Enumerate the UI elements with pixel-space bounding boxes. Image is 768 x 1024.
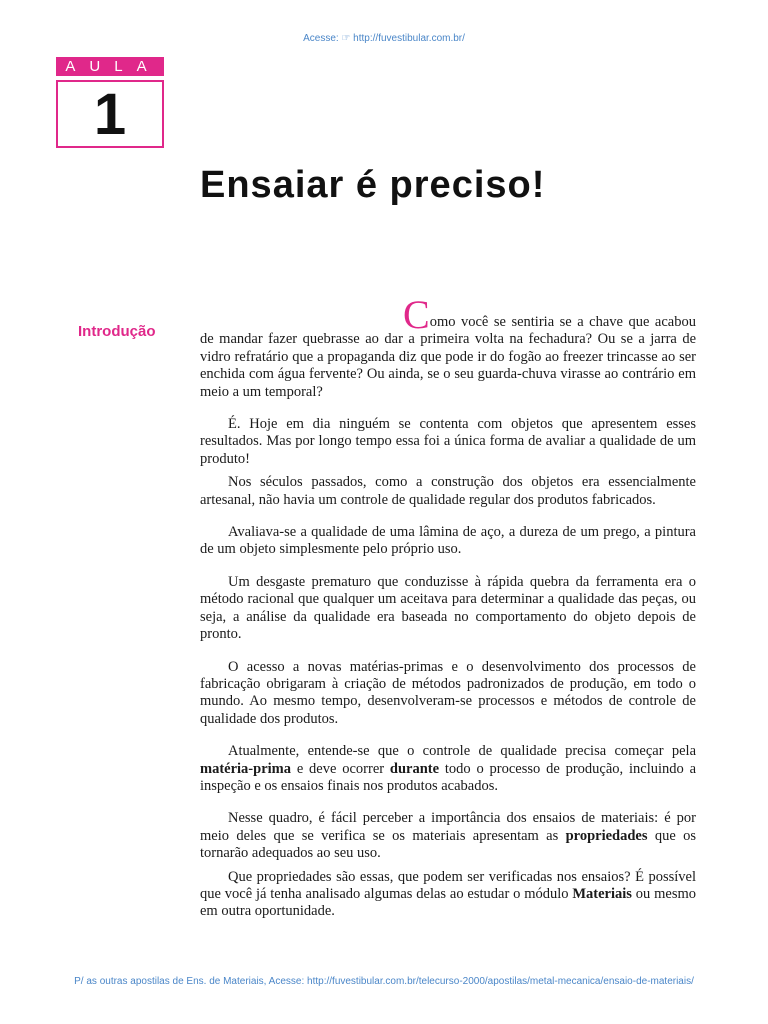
paragraph-7-text-c: e deve ocorrer (291, 760, 390, 777)
paragraph-7-text-a: Atualmente, entende-se que o controle de qualidade precisa começar pela (228, 743, 696, 760)
paragraph-9-text-a: Que propriedades são essas, que podem ser verificadas nos ensaios? É possível que você já tenha analisado algumas delas ao estudar o módulo (200, 868, 696, 902)
paragraph-8-text-a: Nesse quadro, é fácil perceber a importância dos ensaios de materiais: é por meio deles que se verifica se os materiais apresentam as (200, 810, 696, 844)
page-title: Ensaiar é preciso! (200, 164, 546, 206)
header-link[interactable]: Acesse: ☞ http://fuvestibular.com.br/ (303, 33, 465, 44)
lesson-label: AULA (56, 57, 164, 76)
paragraph-8 (200, 810, 696, 862)
paragraph-2: É. Hoje em dia ninguém se contenta com objetos que apresentem esses resultados. Mas por longo tempo essa foi a única forma de avaliar a qualidade de um produto! (200, 416, 696, 467)
drop-cap: C (403, 292, 430, 337)
paragraph-8-text-c: que os tornarão adequados ao seu uso. (200, 827, 696, 862)
paragraph-4: Avaliava-se a qualidade de uma lâmina de aço, a dureza de um prego, a pintura de um objeto simplesmente pelo próprio uso. (200, 524, 696, 558)
paragraph-5: Um desgaste prematuro que conduzisse à rápida quebra da ferramenta era o método racional que qualquer um aceitava para determinar a qualidade das peças, ou seja, a análise da qualidade era baseada no comportamento do objeto depois de pronto. (200, 573, 696, 643)
body-text (200, 292, 696, 936)
paragraph-9 (200, 869, 696, 921)
bold-term-materia-prima: matéria-prima (200, 760, 291, 777)
paragraph-1-text: omo você se sentiria se a chave que acabou de mandar fazer quebrasse ao dar a primeira volta na fechadura? Ou se a jarra de vidro refratário que a propaganda diz que pode ir do fogão ao freezer trincasse ao ser enchida com água fervente? Ou ainda, se o seu guarda-chuva virasse ao contrário em meio a um temporal? (200, 314, 696, 400)
bold-term-materiais: Materiais (572, 885, 632, 902)
paragraph-7 (200, 743, 696, 795)
bold-term-durante: durante (389, 760, 440, 777)
paragraph-6: O acesso a novas matérias-primas e o desenvolvimento dos processos de fabricação obrigaram à criação de métodos padronizados de produção, em todo o mundo. Ao mesmo tempo, desenvolveram-se processos e métodos de controle de qualidade dos produtos. (200, 658, 696, 727)
paragraph-3: Nos séculos passados, como a construção dos objetos era essencialmente artesanal, não havia um controle de qualidade regular dos produtos fabricados. (200, 474, 696, 508)
section-label: Introdução (78, 323, 156, 340)
footer-link[interactable]: P/ as outras apostilas de Ens. de Materiais, Acesse: http://fuvestibular.com.br/telecurso-2000/apostilas/metal-mecanica/ensaio-de-materiais/ (74, 976, 694, 987)
paragraph-7-text-e: todo o processo de produção, incluindo a inspeção e os ensaios finais nos produtos acabados. (200, 760, 696, 794)
bold-term-propriedades: propriedades (565, 827, 648, 844)
paragraph-1 (200, 292, 696, 401)
lesson-number: 1 (56, 80, 164, 148)
paragraph-9-text-c: ou mesmo em outra oportunidade. (200, 885, 696, 920)
